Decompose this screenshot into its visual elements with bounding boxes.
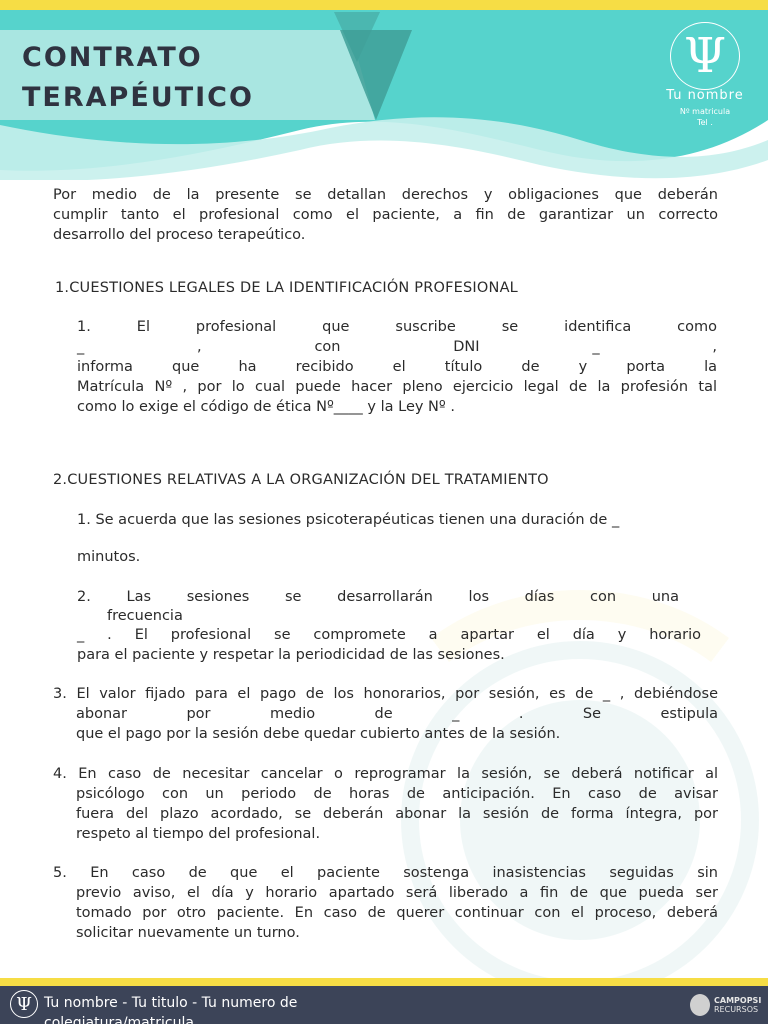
- document-title: [22, 38, 254, 118]
- item-line: fuera del plazo acordado, se deberán abonar la sesión de forma íntegra, por: [76, 806, 718, 822]
- item-line: Matrícula Nº , por lo cual puede hacer pleno ejercicio legal de la profesión tal: [77, 379, 717, 395]
- brand-text: [714, 996, 761, 1014]
- psi-logo-icon: Ψ: [670, 22, 740, 90]
- item-line: como lo exige el código de ética Nº____ y la Ley Nº .: [77, 399, 455, 415]
- footer-text: Tu nombre - Tu titulo - Tu numero de colegiatura/matricula: [44, 995, 298, 1031]
- campopsi-logo-icon: [690, 994, 710, 1016]
- section-1-item-1: [77, 317, 717, 417]
- title-line-2: TERAPÉUTICO: [22, 82, 254, 113]
- section-1-heading: 1.CUESTIONES LEGALES DE LA IDENTIFICACIÓN PROFESIONAL: [55, 280, 518, 296]
- section-2-item-1: [77, 510, 717, 530]
- section-2-item-4: [53, 764, 718, 844]
- footer-psi-icon: Ψ: [10, 990, 38, 1018]
- item-line: que el pago por la sesión debe quedar cubierto antes de la sesión.: [76, 726, 561, 742]
- title-line-1: CONTRATO: [22, 42, 203, 73]
- item-line: para el paciente y respetar la periodicidad de las sesiones.: [77, 647, 505, 663]
- section-2-item-3: [53, 684, 718, 744]
- item-line: 1. El profesional que suscribe se identifica como: [77, 319, 717, 335]
- item-line: respeto al tiempo del profesional.: [76, 826, 321, 842]
- intro-paragraph: [53, 185, 718, 245]
- item-line: 2. Las sesiones se desarrollarán los días con una: [77, 589, 679, 605]
- footer-yellow-strip: [0, 978, 768, 986]
- brand-line-2: RECURSOS: [714, 1005, 759, 1014]
- campopsi-brand: [690, 994, 760, 1018]
- logo-matricula: Nº matricula: [679, 107, 731, 116]
- item-line: 5. En caso de que el paciente sostenga inasistencias seguidas sin: [53, 865, 718, 881]
- item-line: 1. Se acuerda que las sesiones psicoterapéuticas tienen una duración de _: [77, 512, 620, 528]
- logo-tel: Tel .: [697, 118, 713, 127]
- item-line: _ . El profesional se compromete a apartar el día y horario: [77, 627, 701, 643]
- item-line: informa que ha recibido el título de y porta la: [77, 359, 717, 375]
- logo-contact: [640, 106, 768, 128]
- logo-name: Tu nombre: [666, 88, 744, 103]
- intro-line: cumplir tanto el profesional como el paciente, a fin de garantizar un correcto: [53, 207, 718, 223]
- intro-line: desarrollo del proceso terapeútico.: [53, 227, 306, 243]
- item-line: 3. El valor fijado para el pago de los honorarios, por sesión, es de _ , debiéndose: [53, 686, 718, 702]
- item-line: minutos.: [77, 549, 141, 565]
- section-2-item-2: [77, 587, 717, 665]
- item-line: tomado por otro paciente. En caso de querer continuar con el proceso, deberá: [76, 905, 718, 921]
- section-2-item-5: [53, 863, 718, 943]
- item-line: abonar por medio de _ . Se estipula: [76, 706, 718, 722]
- brand-line-1: CAMPOPSI: [714, 996, 762, 1005]
- item-line: _ , con DNI _ ,: [77, 339, 717, 355]
- item-line: 4. En caso de necesitar cancelar o reprogramar la sesión, se deberá notificar al: [53, 766, 718, 782]
- section-2-heading: 2.CUESTIONES RELATIVAS A LA ORGANIZACIÓN DEL TRATAMIENTO: [53, 472, 549, 488]
- item-line: frecuencia: [107, 608, 183, 624]
- item-line: solicitar nuevamente un turno.: [76, 925, 300, 941]
- item-line: psicólogo con un periodo de horas de anticipación. En caso de avisar: [76, 786, 718, 802]
- section-2-item-1-continued: [77, 547, 717, 567]
- intro-line: Por medio de la presente se detallan derechos y obligaciones que deberán: [53, 187, 718, 203]
- item-line: previo aviso, el día y horario apartado será liberado a fin de que pueda ser: [76, 885, 718, 901]
